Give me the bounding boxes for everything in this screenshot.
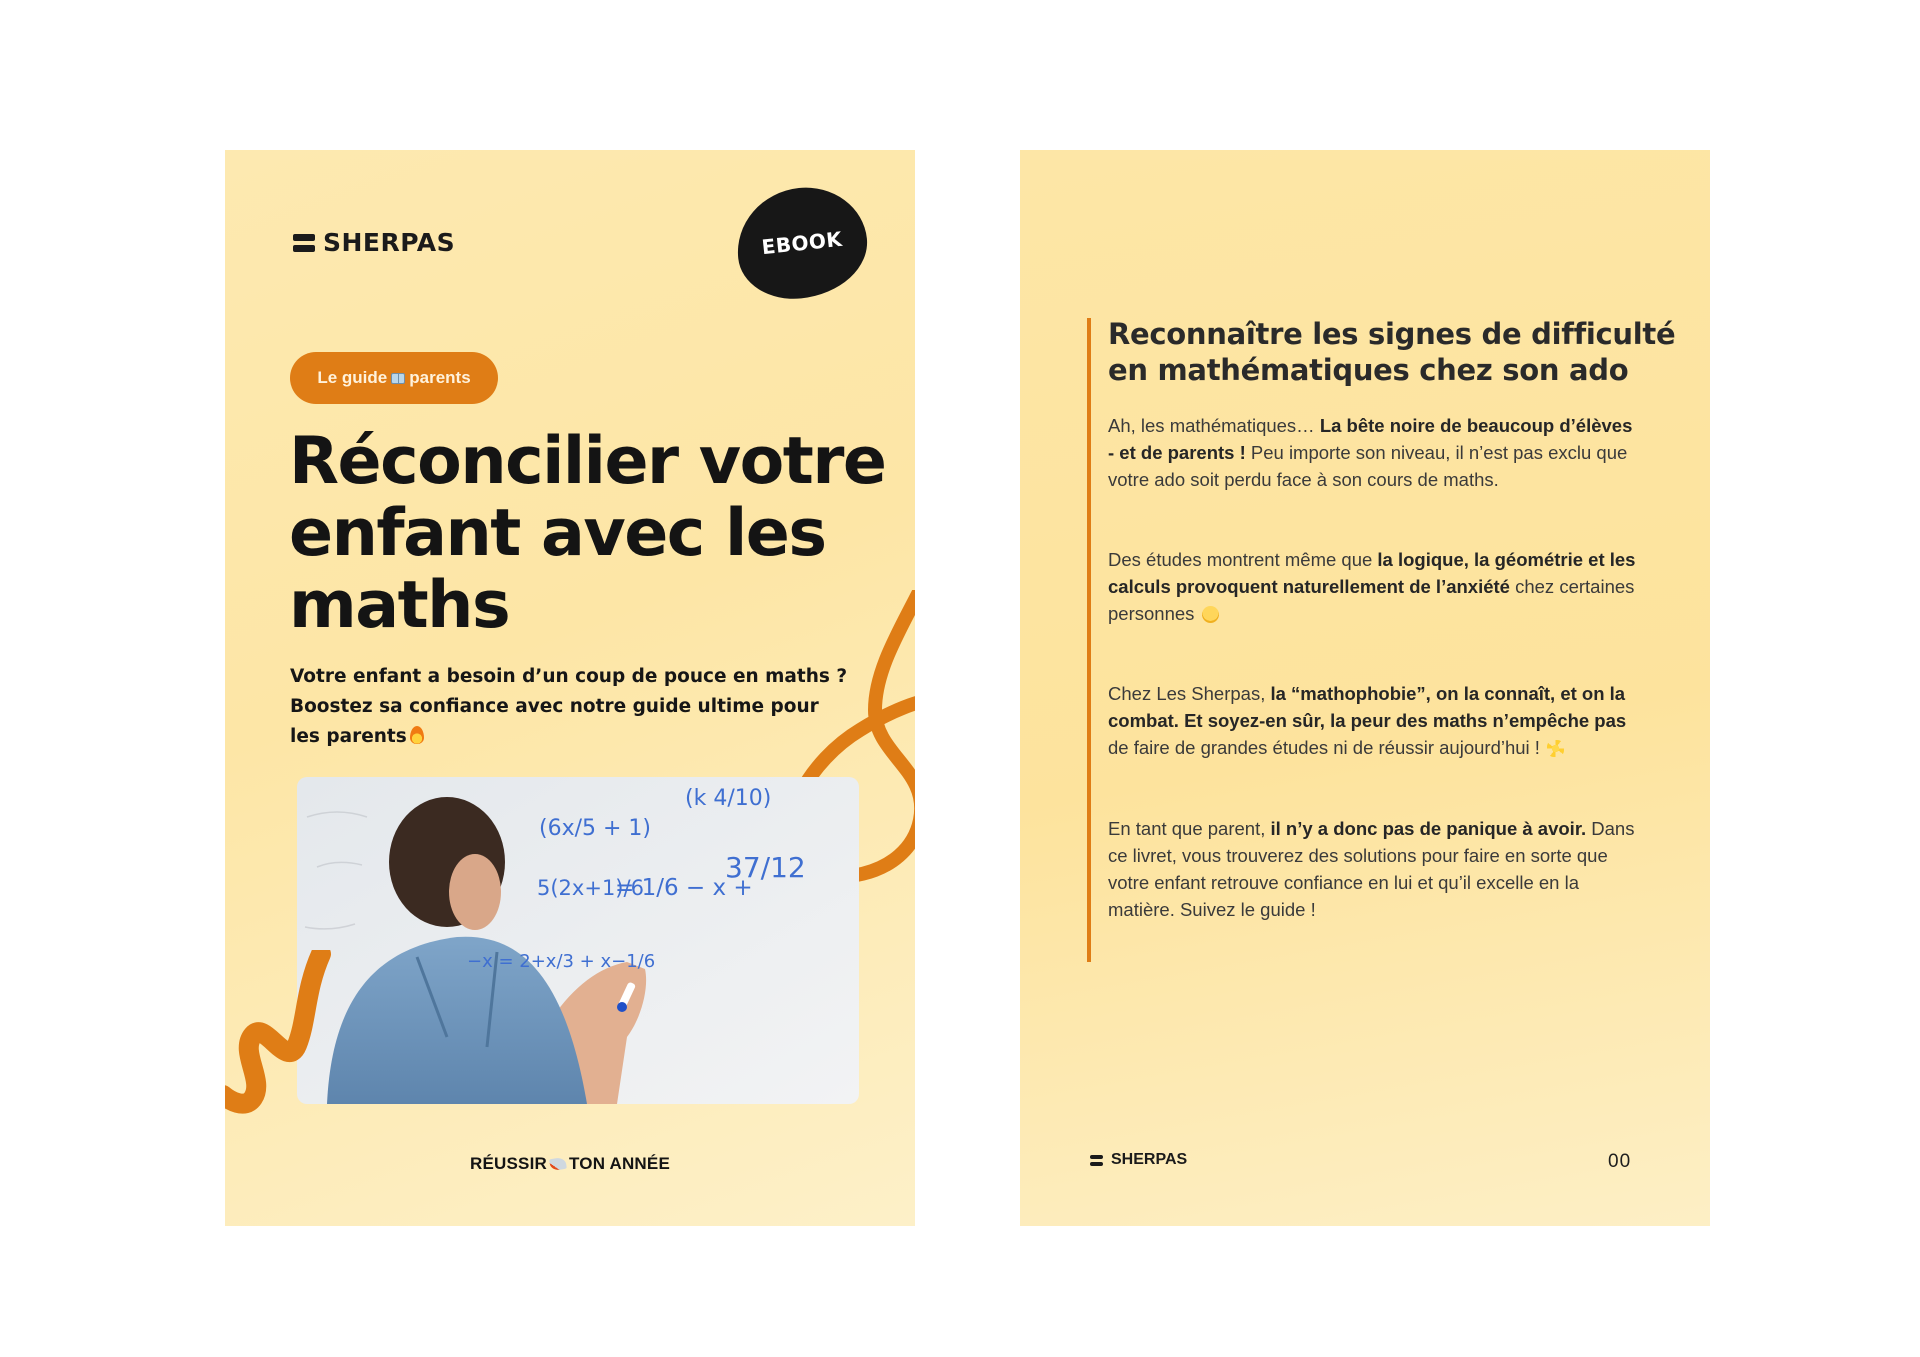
footer-brand-name: SHERPAS	[1111, 1151, 1188, 1168]
formula-4: 37/12	[725, 851, 806, 884]
cover-subtitle	[290, 662, 850, 752]
page-number: 00	[1608, 1151, 1632, 1172]
formula-5: (k 4/10)	[685, 786, 772, 811]
formula-3: = 1/6 − x +	[615, 875, 753, 901]
brand-name: SHERPAS	[323, 228, 456, 257]
formula-6: −x = 2+x/3 + x−1/6	[467, 951, 656, 972]
paragraph-2	[1108, 546, 1638, 627]
open-book-icon	[391, 373, 405, 384]
sparkles-icon	[1547, 740, 1564, 757]
guide-pill	[290, 352, 498, 404]
sherpas-logo-icon	[293, 234, 315, 252]
p1-text-c: Peu importe son niveau, il n’est pas exclu que votre ado soit perdu face à son cours de maths.	[1108, 442, 1628, 490]
paragraph-3	[1108, 680, 1638, 761]
p3-text-c: de faire de grandes études ni de réussir aujourd’hui !	[1108, 737, 1540, 758]
pill-suffix: parents	[409, 368, 471, 387]
student-at-whiteboard-photo	[297, 777, 859, 1104]
p3-text-bold: la “mathophobie”, on la connaît, et on la combat. Et soyez-en sûr, la peur des maths n’empêche pas	[1108, 683, 1627, 731]
paragraph-1	[1108, 412, 1638, 493]
ebook-inner-page	[1020, 150, 1710, 1226]
anxious-face-icon	[1202, 606, 1219, 623]
p1-text-bold: La bête noire de beaucoup d’élèves - et de parents !	[1108, 415, 1633, 463]
section-heading: Reconnaître les signes de difficulté en mathématiques chez son ado	[1108, 317, 1676, 387]
cover-subtitle-text: Votre enfant a besoin d’un coup de pouce en maths ? Boostez sa confiance avec notre guide ultime pour les parents	[290, 666, 848, 747]
p3-text-a: Chez Les Sherpas,	[1108, 683, 1271, 704]
p4-text-bold: il n’y a donc pas de panique à avoir.	[1270, 818, 1587, 839]
p4-text-a: En tant que parent,	[1108, 818, 1271, 839]
orange-zigzag-decoration	[225, 950, 335, 1120]
p2-text-bold: la logique, la géométrie et les calculs provoquent naturellement de l’anxiété	[1108, 549, 1636, 597]
pill-prefix: Le guide	[317, 368, 388, 387]
p1-text-a: Ah, les mathématiques…	[1108, 415, 1320, 436]
p2-text-c: chez certaines personnes	[1108, 576, 1635, 624]
cover-footer	[225, 1154, 915, 1174]
fire-icon	[410, 726, 424, 744]
p2-text-a: Des études montrent même que	[1108, 549, 1378, 570]
accent-rule	[1087, 318, 1091, 962]
ebook-cover-page	[225, 150, 915, 1226]
formula-2: 5(2x+1)/6	[537, 876, 644, 900]
formula-1: (6x/5 + 1)	[539, 816, 652, 841]
footer-left-text: RÉUSSIR	[470, 1154, 547, 1173]
cover-title: Réconcilier votre enfant avec les maths	[289, 424, 886, 643]
rocket-icon	[549, 1157, 567, 1172]
p4-text-c: Dans ce livret, vous trouverez des solutions pour faire en sorte que votre enfant retrouve confiance en lui et qu’il excelle en la matière. Suivez le guide !	[1108, 818, 1635, 920]
ebook-badge: EBOOK	[732, 182, 873, 305]
sherpas-footer-logo	[1090, 1151, 1187, 1169]
sherpas-logo	[293, 228, 455, 257]
sherpas-logo-icon	[1090, 1155, 1103, 1166]
footer-right-text: TON ANNÉE	[569, 1154, 670, 1173]
paragraph-4	[1108, 815, 1638, 923]
